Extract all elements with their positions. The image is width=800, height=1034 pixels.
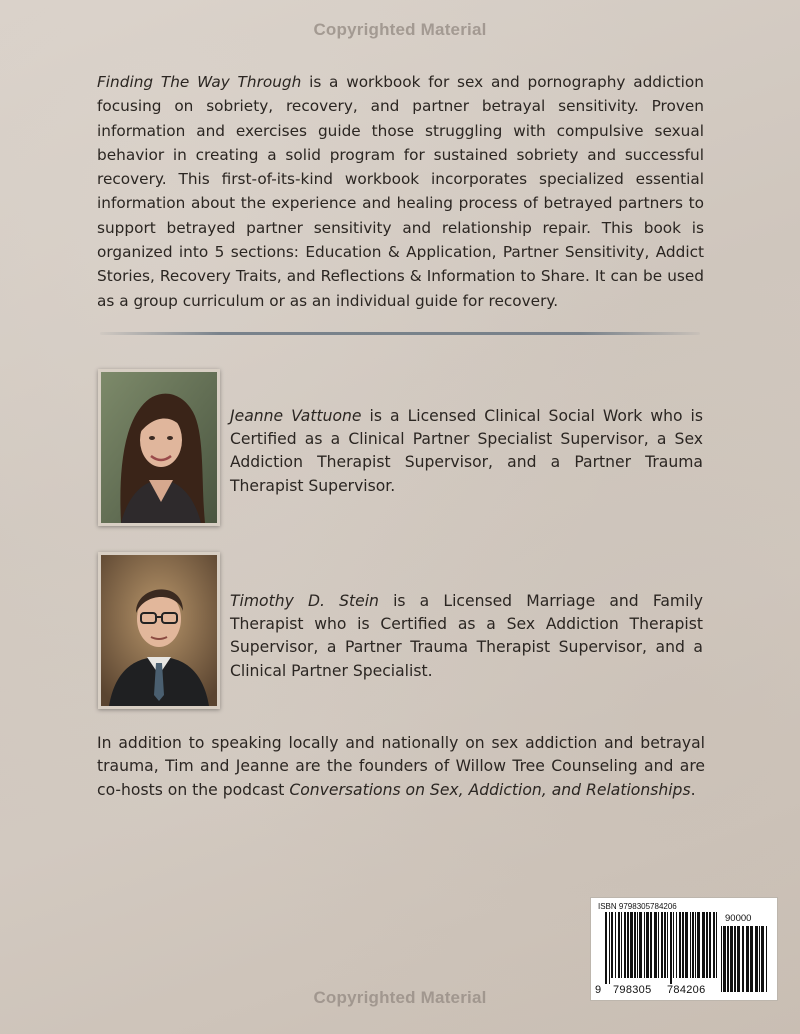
closing-text-end: . bbox=[690, 780, 696, 799]
author-bio-text-timothy: is a Licensed Marriage and Family Therapist who is Certified as a Sex Addiction Therapist Supervisor, a Partner Trauma Therapist Supervisor, and a Clinical Partner Specialist. bbox=[230, 592, 703, 680]
book-description-text: is a workbook for sex and pornography addiction focusing on sobriety, recovery, and partner betrayal sensitivity. Proven information and exercises guide those struggling with compulsive sexual behavior in creating a solid program for sustained sobriety and successful recovery. This first-of-its-kind workbook incorporates specialized essential information about the experience and healing process of betrayed partners to support betrayed partner sensitivity and relationship repair. This book is organized into 5 sections: Education & Application, Partner Sensitivity, Addict Stories, Recovery Traits, and Reflections & Information to Share. It can be used as a group curriculum or as an individual guide for recovery. bbox=[97, 73, 704, 310]
section-divider bbox=[100, 332, 700, 335]
isbn-barcode bbox=[590, 897, 778, 1001]
author-bio-jeanne bbox=[230, 405, 703, 498]
watermark-top: Copyrighted Material bbox=[313, 20, 487, 39]
author-photo-timothy bbox=[98, 552, 220, 709]
closing-text: In addition to speaking locally and nationally on sex addiction and betrayal trauma, Tim and Jeanne are the founders of Willow Tree Counseling and are co-hosts on the podcast bbox=[97, 734, 705, 799]
isbn-digit-group1: 798305 bbox=[613, 984, 652, 996]
author-name-timothy: Timothy D. Stein bbox=[230, 592, 379, 610]
isbn-digit-lead: 9 bbox=[595, 984, 602, 996]
author-name-jeanne: Jeanne Vattuone bbox=[230, 407, 362, 425]
book-title: Finding The Way Through bbox=[97, 73, 302, 91]
isbn-digit-group2: 784206 bbox=[667, 984, 706, 996]
book-description bbox=[97, 70, 704, 313]
closing-paragraph bbox=[97, 732, 705, 802]
author-photo-jeanne bbox=[98, 369, 220, 526]
podcast-title: Conversations on Sex, Addiction, and Relationships bbox=[289, 780, 691, 799]
barcode-addon-bars bbox=[721, 926, 767, 992]
watermark-bottom: Copyrighted Material bbox=[313, 988, 487, 1007]
author-bio-text-jeanne: is a Licensed Clinical Social Work who is Certified as a Clinical Partner Specialist Supervisor, a Sex Addiction Therapist Supervisor, and a Partner Trauma Therapist Supervisor. bbox=[230, 407, 703, 495]
author-bio-timothy bbox=[230, 590, 703, 683]
barcode-bars bbox=[605, 912, 717, 984]
isbn-label: ISBN 9798305784206 bbox=[598, 902, 677, 911]
price-code: 90000 bbox=[725, 913, 752, 924]
